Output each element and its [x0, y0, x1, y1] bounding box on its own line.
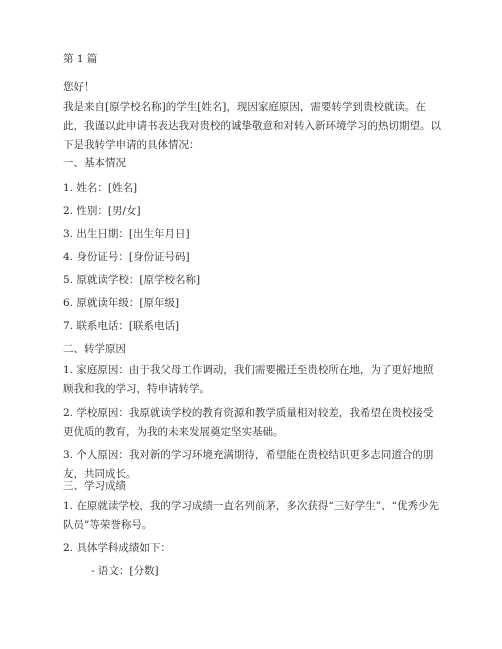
list-item: 7. 联系电话：[联系电话]: [63, 320, 180, 332]
list-item: 2. 具体学科成绩如下：: [63, 542, 171, 554]
greeting: 您好！: [63, 81, 95, 93]
document-heading: 第 1 篇: [63, 53, 98, 65]
sub-list-item: - 语文：[分数]: [91, 565, 159, 577]
list-item: 2. 学校原因：我原就读学校的教育资源和教学质量相对较差，我希望在贵校接受更优质的教育，为我的未来发展奠定坚实基础。: [63, 407, 434, 438]
section-title-transfer-reasons: 二、转学原因: [63, 343, 126, 355]
list-item: 1. 家庭原因：由于我父母工作调动，我们需要搬迁至贵校所在地，为了更好地照顾我和我的学习，特申请转学。: [63, 364, 434, 395]
list-item: 6. 原就读年级：[原年级]: [63, 297, 180, 309]
list-item: 2. 性别：[男/女]: [63, 205, 141, 217]
list-item: 1. 在原就读学校，我的学习成绩一直名列前茅，多次获得“三好学生”、“优秀少先队员”等荣誉称号。: [63, 500, 439, 531]
list-item: 4. 身份证号：[身份证号码]: [63, 251, 190, 263]
intro-paragraph: 我是来自[原学校名称]的学生[姓名]，现因家庭原因，需要转学到贵校就读。在此，我谨以此申请书表达我对贵校的诚挚敬意和对转入新环境学习的热切期望。以下是我转学申请的具体情况：: [63, 101, 441, 151]
list-item: 5. 原就读学校：[原学校名称]: [63, 274, 201, 286]
list-item: 3. 出生日期：[出生年月日]: [63, 228, 190, 240]
list-item: 3. 个人原因：我对新的学习环境充满期待，希望能在贵校结识更多志同道合的朋友，共同成长。: [63, 449, 434, 480]
section-title-academic-results: 三、学习成绩: [63, 480, 126, 492]
list-item: 1. 姓名：[姓名]: [63, 182, 138, 194]
section-title-basic-info: 一、基本情况: [63, 157, 126, 169]
